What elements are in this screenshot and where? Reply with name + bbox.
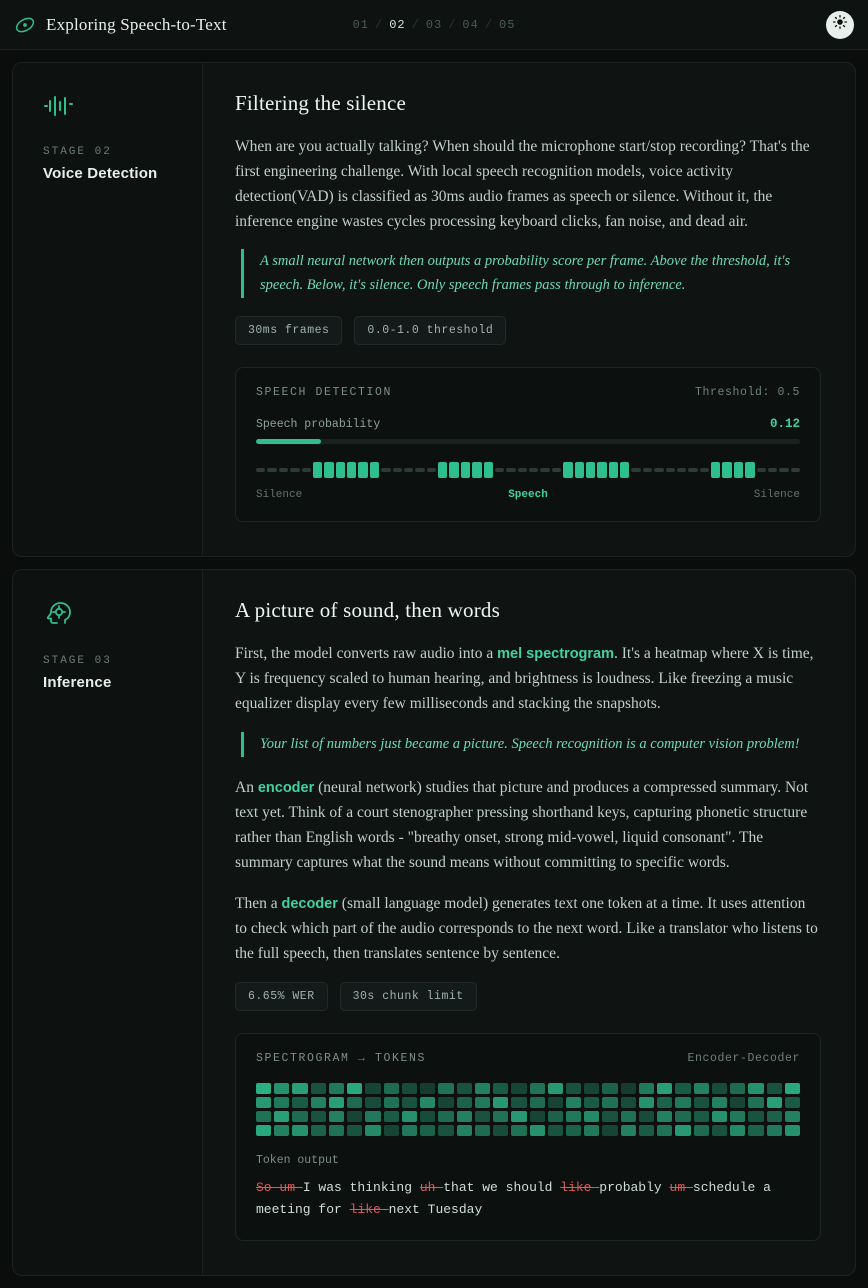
kept-token: probably xyxy=(599,1180,670,1196)
silence-frame xyxy=(631,468,640,472)
panel-title: SPECTROGRAM → TOKENS xyxy=(256,1052,427,1066)
waveform-icon xyxy=(43,93,202,124)
spectrogram-cell xyxy=(566,1125,581,1136)
silence-frame xyxy=(290,468,299,472)
spectrogram-cell xyxy=(548,1097,563,1108)
spectrogram-cell xyxy=(511,1125,526,1136)
silence-frame xyxy=(540,468,549,472)
spectrogram-cell xyxy=(530,1125,545,1136)
spectrogram-panel xyxy=(235,1033,821,1241)
spectrogram-cell xyxy=(311,1097,326,1108)
spectrogram-cell xyxy=(785,1097,800,1108)
chip-row xyxy=(235,982,821,1011)
spectrogram-cell xyxy=(675,1097,690,1108)
speech-frame xyxy=(336,462,345,478)
frame-legend xyxy=(256,489,800,501)
spectrogram-cell xyxy=(420,1097,435,1108)
token-output-text xyxy=(256,1177,800,1220)
spectrogram-cell xyxy=(493,1125,508,1136)
spectrogram-cell xyxy=(402,1097,417,1108)
speech-frame xyxy=(472,462,481,478)
pull-quote: A small neural network then outputs a probability score per frame. Above the threshold, it's speech. Below, it's silence. Only speech frames pass through to inference. xyxy=(241,249,821,297)
filler-token: uh xyxy=(419,1180,444,1196)
silence-frame xyxy=(677,468,686,472)
spectrogram-row xyxy=(256,1111,800,1122)
spectrogram-cell xyxy=(274,1097,289,1108)
spectrogram-cell xyxy=(748,1097,763,1108)
spectrogram-cell xyxy=(347,1111,362,1122)
spectrogram-cell xyxy=(602,1125,617,1136)
spectrogram-cell xyxy=(457,1097,472,1108)
legend-right: Silence xyxy=(753,488,800,501)
spectrogram-cell xyxy=(621,1125,636,1136)
probability-row xyxy=(256,417,800,431)
spectrogram-cell xyxy=(457,1125,472,1136)
silence-frame xyxy=(427,468,436,472)
section-aside xyxy=(13,570,203,1275)
spectrogram-cell xyxy=(767,1125,782,1136)
speech-frame xyxy=(449,462,458,478)
silence-frame xyxy=(518,468,527,472)
spectrogram-cell xyxy=(548,1125,563,1136)
spectrogram-cell xyxy=(657,1097,672,1108)
spectrogram-cell xyxy=(767,1083,782,1094)
chapter-04[interactable]: 04 xyxy=(462,17,479,32)
paragraph-text: An xyxy=(235,778,258,796)
speech-frame xyxy=(586,462,595,478)
filler-token: like xyxy=(560,1180,600,1196)
spectrogram-cell xyxy=(438,1111,453,1122)
spectrogram-cell xyxy=(511,1083,526,1094)
silence-frame xyxy=(267,468,276,472)
spectrogram-cell xyxy=(694,1125,709,1136)
panel-header xyxy=(256,1052,800,1065)
spectrogram-row xyxy=(256,1097,800,1108)
legend-mid: Speech xyxy=(508,488,548,501)
spectrogram-cell xyxy=(694,1097,709,1108)
paragraph-text: (neural network) studies that picture and produces a compressed summary. Not text yet. Think of a court stenographer pressing shorthand keys, capturing phonetic structure rather than English words - "breathy onset, strong mid-vowel, liquid consonant". The summary captures what the sound means without committing to specific words. xyxy=(235,778,809,872)
spectrogram-cell xyxy=(438,1097,453,1108)
legend-left: Silence xyxy=(256,488,303,501)
spectrogram-cell xyxy=(384,1083,399,1094)
panel-header xyxy=(256,386,800,399)
section-title: A picture of sound, then words xyxy=(235,597,500,622)
chapter-separator: / xyxy=(448,17,457,32)
spectrogram-cell xyxy=(748,1111,763,1122)
silence-frame xyxy=(666,468,675,472)
speech-frame xyxy=(597,462,606,478)
paragraph-text: First, the model converts raw audio into a xyxy=(235,644,498,662)
spectrogram-cell xyxy=(511,1111,526,1122)
speech-frame xyxy=(461,462,470,478)
spectrogram-cell xyxy=(384,1111,399,1122)
spectrogram-cell xyxy=(475,1125,490,1136)
chapter-separator: / xyxy=(484,17,494,32)
silence-frame xyxy=(757,468,766,472)
spectrogram-cell xyxy=(311,1111,326,1122)
section-inference xyxy=(12,569,856,1276)
sun-icon xyxy=(832,14,848,35)
spectrogram-cell xyxy=(767,1111,782,1122)
term-mel-spectrogram: mel spectrogram xyxy=(497,645,615,662)
spectrogram-row xyxy=(256,1083,800,1094)
spectrogram-cell xyxy=(365,1083,380,1094)
probability-bar-fill xyxy=(256,439,321,444)
spectrogram-cell xyxy=(566,1111,581,1122)
paragraph-text: (small language model) generates text one token at a time. It uses attention to check which part of the audio corresponds to the next word. Like a translator who listens to the full speech, then translates sentence by sentence. xyxy=(235,894,818,963)
probability-label: Speech probability xyxy=(256,417,381,431)
spectrogram-cell xyxy=(675,1125,690,1136)
speech-frame xyxy=(313,462,322,478)
theme-toggle-button[interactable] xyxy=(826,11,854,39)
speech-frame xyxy=(563,462,572,478)
spectrogram-cell xyxy=(712,1125,727,1136)
chip-wer: 6.65% WER xyxy=(235,982,328,1011)
paragraph-spectrogram xyxy=(235,641,821,717)
spectrogram-cell xyxy=(384,1125,399,1136)
stage-name: Inference xyxy=(43,673,112,691)
chapter-nav[interactable] xyxy=(347,18,522,32)
silence-frame xyxy=(302,468,311,472)
spectrogram-cell xyxy=(292,1125,307,1136)
spectrogram-cell xyxy=(420,1083,435,1094)
panel-title: SPEECH DETECTION xyxy=(256,385,393,399)
spectrogram-cell xyxy=(292,1083,307,1094)
spectrogram-cell xyxy=(530,1083,545,1094)
silence-frame xyxy=(791,468,800,472)
term-encoder: encoder xyxy=(257,779,315,796)
spectrogram-cell xyxy=(694,1111,709,1122)
filler-token: So um xyxy=(256,1180,303,1196)
paragraph-text: Then a xyxy=(235,894,282,912)
spectrogram-cell xyxy=(548,1111,563,1122)
spectrogram-cell xyxy=(675,1111,690,1122)
chapter-03[interactable]: 03 xyxy=(425,17,443,32)
silence-frame xyxy=(700,468,709,472)
section-voice-detection xyxy=(12,62,856,557)
probability-value: 0.12 xyxy=(769,416,800,431)
kept-token: next Tuesday xyxy=(388,1201,483,1217)
spectrogram-cell xyxy=(493,1097,508,1108)
silence-frame xyxy=(279,468,288,472)
paragraph-encoder xyxy=(235,775,821,876)
spectrogram-cell xyxy=(730,1125,745,1136)
spectrogram-cell xyxy=(730,1111,745,1122)
spectrogram-cell xyxy=(475,1083,490,1094)
filler-token: um xyxy=(669,1180,693,1196)
spectrogram-cell xyxy=(274,1111,289,1122)
spectrogram-cell xyxy=(548,1083,563,1094)
speech-frame xyxy=(711,462,720,478)
spectrogram-cell xyxy=(639,1111,654,1122)
kept-token: schedule a meeting for xyxy=(256,1180,771,1217)
spectrogram-cell xyxy=(402,1083,417,1094)
spectrogram-cell xyxy=(584,1097,599,1108)
spectrogram-cell xyxy=(712,1083,727,1094)
spectrogram-cell xyxy=(602,1111,617,1122)
spectrogram-cell xyxy=(621,1083,636,1094)
panel-threshold: Threshold: 0.5 xyxy=(694,385,800,399)
spectrogram-cell xyxy=(730,1097,745,1108)
speech-frame xyxy=(609,462,618,478)
spectrogram-cell xyxy=(329,1125,344,1136)
spectrogram-cell xyxy=(785,1111,800,1122)
spectrogram-cell xyxy=(493,1083,508,1094)
spectrogram-row xyxy=(256,1125,800,1136)
spectrogram-cell xyxy=(621,1097,636,1108)
speech-frame xyxy=(745,462,754,478)
top-bar xyxy=(0,0,868,50)
chip-row xyxy=(235,316,821,345)
spectrogram-cell xyxy=(767,1097,782,1108)
spectrogram-cell xyxy=(292,1097,307,1108)
spectrogram-cell xyxy=(347,1083,362,1094)
spectrogram-cell xyxy=(256,1097,271,1108)
spectrogram-cell xyxy=(493,1111,508,1122)
spectrogram-cell xyxy=(438,1125,453,1136)
spectrogram-cell xyxy=(365,1125,380,1136)
filler-token: like xyxy=(349,1201,389,1217)
chapter-05[interactable]: 05 xyxy=(499,17,516,32)
chapter-separator: / xyxy=(374,17,384,32)
spectrogram-cell xyxy=(511,1097,526,1108)
spectrogram-cell xyxy=(584,1125,599,1136)
spectrogram-cell xyxy=(530,1097,545,1108)
kept-token: I was thinking xyxy=(302,1180,420,1196)
silence-frame xyxy=(495,468,504,472)
spectrogram-cell xyxy=(292,1111,307,1122)
silence-frame xyxy=(256,468,265,472)
chapter-01[interactable]: 01 xyxy=(352,17,369,32)
spectrogram-cell xyxy=(420,1111,435,1122)
spectrogram-cell xyxy=(657,1083,672,1094)
spectrogram-cell xyxy=(457,1111,472,1122)
spectrogram-cell xyxy=(639,1097,654,1108)
silence-frame xyxy=(404,468,413,472)
chapter-separator: / xyxy=(411,17,420,32)
spectrogram-cell xyxy=(584,1083,599,1094)
speech-frame xyxy=(734,462,743,478)
spectrogram-cell xyxy=(785,1125,800,1136)
speech-frame xyxy=(358,462,367,478)
brand-title: Exploring Speech-to-Text xyxy=(46,14,227,34)
spectrogram-cell xyxy=(329,1111,344,1122)
spectrogram-cell xyxy=(475,1111,490,1122)
spectrogram-cell xyxy=(675,1083,690,1094)
spectrogram-cell xyxy=(311,1125,326,1136)
stage-label: STAGE 02 xyxy=(43,146,112,158)
spectrogram-cell xyxy=(274,1125,289,1136)
spectrogram-cell xyxy=(730,1083,745,1094)
speech-frame xyxy=(438,462,447,478)
silence-frame xyxy=(506,468,515,472)
spectrogram-cell xyxy=(602,1097,617,1108)
spectrogram-cell xyxy=(365,1097,380,1108)
chip-threshold: 0.0-1.0 threshold xyxy=(354,316,506,345)
paragraph-decoder xyxy=(235,891,821,967)
spectrogram-cell xyxy=(621,1111,636,1122)
spectrogram-cell xyxy=(748,1083,763,1094)
section-title: Filtering the silence xyxy=(235,91,406,115)
spectrogram-cell xyxy=(256,1111,271,1122)
stage-name: Voice Detection xyxy=(43,165,158,182)
spectrogram-cell xyxy=(329,1097,344,1108)
spectrogram-grid xyxy=(256,1083,800,1136)
spectrogram-cell xyxy=(785,1083,800,1094)
paragraph: When are you actually talking? When should the microphone start/stop recording? That's the first engineering challenge. With local speech recognition models, voice activity detection(VAD) is classified as 30ms audio frames as speech or silence. Without it, the inference engine wastes cycles processing keyboard clicks, fan noise, and dead air. xyxy=(235,138,810,231)
speech-frame xyxy=(324,462,333,478)
spectrogram-cell xyxy=(347,1097,362,1108)
silence-frame xyxy=(415,468,424,472)
panel-subtitle: Encoder-Decoder xyxy=(687,1052,800,1066)
silence-frame xyxy=(654,468,663,472)
chip-frames: 30ms frames xyxy=(235,316,342,345)
spectrogram-cell xyxy=(311,1083,326,1094)
speech-frame xyxy=(484,462,493,478)
section-body xyxy=(203,570,855,1275)
probability-bar-track xyxy=(256,439,800,444)
brand[interactable] xyxy=(14,14,227,36)
spectrogram-cell xyxy=(712,1111,727,1122)
speech-frame xyxy=(722,462,731,478)
speech-detection-panel xyxy=(235,367,821,522)
spectrogram-cell xyxy=(657,1125,672,1136)
silence-frame xyxy=(552,468,561,472)
token-output-label: Token output xyxy=(256,1154,339,1168)
speech-frame xyxy=(370,462,379,478)
spectrogram-cell xyxy=(402,1111,417,1122)
spectrogram-cell xyxy=(639,1125,654,1136)
spectrogram-cell xyxy=(712,1097,727,1108)
paragraph-text: . It's a heatmap where X is time, Y is frequency scaled to human hearing, and brightness is loudness. Like freezing a music equalizer display every few milliseconds and stacking the snapshots. xyxy=(235,644,814,713)
spectrogram-cell xyxy=(566,1083,581,1094)
speech-frame xyxy=(620,462,629,478)
silence-frame xyxy=(529,468,538,472)
silence-frame xyxy=(643,468,652,472)
kept-token: that we should xyxy=(443,1180,561,1196)
stage-label: STAGE 03 xyxy=(43,654,112,667)
spectrogram-cell xyxy=(329,1083,344,1094)
logo-icon xyxy=(14,14,36,36)
silence-frame xyxy=(393,468,402,472)
silence-frame xyxy=(381,468,390,472)
chip-chunk-limit: 30s chunk limit xyxy=(340,982,477,1011)
spectrogram-cell xyxy=(748,1125,763,1136)
pull-quote: Your list of numbers just became a picture. Speech recognition is a computer vision problem! xyxy=(241,732,821,757)
spectrogram-cell xyxy=(402,1125,417,1136)
spectrogram-cell xyxy=(347,1125,362,1136)
spectrogram-cell xyxy=(365,1111,380,1122)
spectrogram-cell xyxy=(584,1111,599,1122)
speech-frame xyxy=(575,462,584,478)
frame-strip xyxy=(256,460,800,480)
term-decoder: decoder xyxy=(281,895,338,912)
spectrogram-cell xyxy=(274,1083,289,1094)
spectrogram-cell xyxy=(256,1125,271,1136)
spectrogram-cell xyxy=(384,1097,399,1108)
section-aside xyxy=(13,63,203,556)
spectrogram-cell xyxy=(694,1083,709,1094)
spectrogram-cell xyxy=(438,1083,453,1094)
spectrogram-cell xyxy=(639,1083,654,1094)
brain-head-icon xyxy=(43,600,202,633)
section-body xyxy=(203,63,855,556)
chapter-02[interactable]: 02 xyxy=(389,17,406,32)
silence-frame xyxy=(768,468,777,472)
speech-frame xyxy=(347,462,356,478)
spectrogram-cell xyxy=(475,1097,490,1108)
silence-frame xyxy=(779,468,788,472)
spectrogram-cell xyxy=(602,1083,617,1094)
spectrogram-cell xyxy=(566,1097,581,1108)
silence-frame xyxy=(688,468,697,472)
spectrogram-cell xyxy=(256,1083,271,1094)
spectrogram-cell xyxy=(530,1111,545,1122)
spectrogram-cell xyxy=(657,1111,672,1122)
spectrogram-cell xyxy=(457,1083,472,1094)
spectrogram-cell xyxy=(420,1125,435,1136)
